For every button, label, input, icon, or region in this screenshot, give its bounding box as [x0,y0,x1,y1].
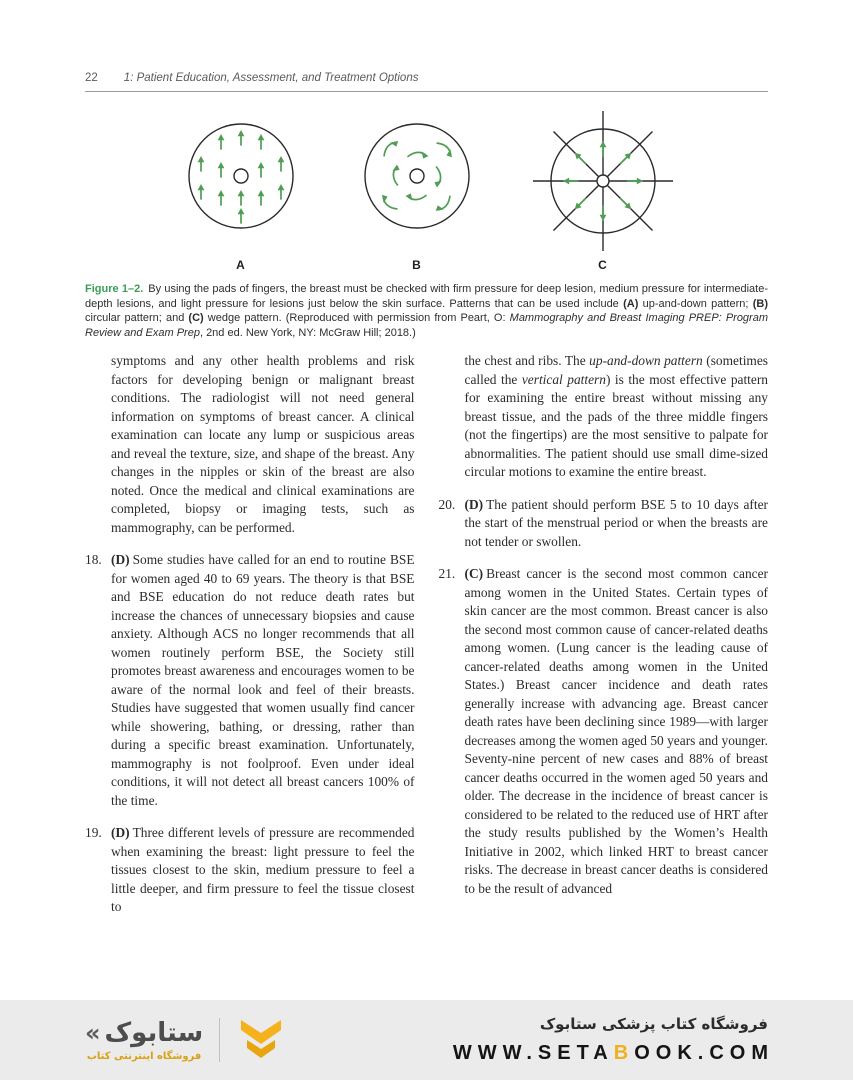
diagram-wedge [528,106,678,272]
footer-url-highlight: B [613,1042,635,1064]
item-number: 18. [85,552,102,567]
item-text [465,496,769,552]
answer-item-19 [85,824,415,917]
item-text [111,551,415,810]
answer-letter: (D) [111,825,130,840]
answer-item-21 [439,565,769,898]
footer-url-pre: WWW.SETA [452,1042,614,1064]
diagram-up-and-down [176,106,306,272]
publisher-footer [0,1000,853,1080]
footer-url-post: OOK.COM [634,1042,774,1064]
answer-letter: (C) [464,566,484,581]
answer-item-20 [439,496,769,552]
item-number: 19. [85,825,102,840]
logo-chevron-icon: « [85,1019,101,1047]
chapter-title: 1: Patient Education, Assessment, and Treatment Options [123,72,419,84]
answer-item-18 [85,551,415,810]
diagram-label-b: B [412,258,421,272]
bse-pattern-diagrams [85,106,768,272]
logo-wordmark-text: ستابوک [104,1018,204,1048]
footer-divider [219,1018,220,1062]
item-body-text: Some studies have called for an end to routine BSE for women aged 40 to 69 years. The theory is that BSE and BSE education do not reduce death rates but increase the chances of unnecessary biopsies and cause anxiety. Although ACS no longer recommends that all women routinely perform BSE, the Society still promotes breast awareness and encourages women to be aware of the normal look and feel of their breasts. Studies have suggested that women usually find cancer while showering, bathing, or dressing, rather than during a specific breast examination. Unfortunately, mammography is not foolproof. Even under ideal conditions, it will not detect all breast cancers 100% of the time. [111,552,415,808]
paragraph-item17-continuation: symptoms and any other health problems and risk factors for developing benign or malignant breast conditions. The radiologist will not need general information on symptoms of breast cancer. A clinical examination can locate any lump or suspicious areas and reveal the texture, size, and shape of the breast. Any changes in the nipples or skin of the breast are also noted. Once the medical and clinical examinations are completed, biopsy or imaging tests, such as mammography, can be performed. [111,353,415,535]
item-text [111,824,415,917]
item-body-text: Three different levels of pressure are recommended when examining the breast: light pressure to feel the tissues closest to the skin, medium pressure to feel a little deeper, and firm pressure to feel the tissue closest to [111,825,415,914]
item-number: 20. [438,496,456,512]
right-column [439,352,769,931]
diagram-circular [352,106,482,272]
item-text [465,565,769,898]
paragraph-item19-continuation: the chest and ribs. The up-and-down pattern (sometimes called the vertical pattern) is the most effective pattern for examining the entire breast without missing any breast tissue, and the pads of the three middle fingers (not the fingertips) are the most sensitive to palpate for abnormalities. The patient should use small dime-sized circular motions to examine the entire breast. [464,353,769,479]
page-number: 22 [85,72,98,84]
answer-letter: (D) [464,496,484,512]
footer-url [453,1042,774,1065]
footer-store-name: فروشگاه کتاب پزشکی ستابوک [539,1015,768,1033]
figure-caption-label: Figure 1–2. [85,283,144,295]
setabook-emblem-icon [236,1017,286,1063]
diagram-label-a: A [236,258,245,272]
footer-right [452,1015,774,1065]
page-header [85,72,768,92]
figure-1-2 [85,106,768,340]
item-body-text: Breast cancer is the second most common cancer among women in the United States. Certain types of skin cancer are the most common. Breast cancer is also the second most common cause of cancer-related deaths among women. (Lung cancer is the leading cause of cancer-related deaths among women in the United States.) Breast cancer incidence and death rates generally increase with advancing age. Breast cancer death rates have been declining since 1989—with larger decreases among the women aged 50 years and younger. Seventy-nine percent of new cases and 88% of breast cancer deaths occurred in the women aged 50 years and older. The decrease in the incidence of breast cancer is considered to be related to the reduced use of HRT after the study results published by the Women’s Health Initiative in 2002, which linked HRT to breast cancer risks. The decrease in breast cancer deaths is considered to be the result of advanced [464,566,768,896]
up-and-down-pattern-icon [176,106,306,256]
answer-letter: (D) [111,552,130,567]
diagram-label-c: C [598,258,607,272]
left-column [85,352,415,931]
figure-caption [85,282,768,340]
logo-wordmark [85,1018,203,1048]
setabook-logo [85,1017,286,1063]
item-body-text: The patient should perform BSE 5 to 10 days after the start of the menstrual period or when the breasts are not tender or swollen. [464,496,768,549]
item-number: 21. [438,566,456,581]
figure-caption-text: By using the pads of fingers, the breast must be checked with firm pressure for deep lesion, medium pressure for intermediate-depth lesions, and light pressure for lesions just below the skin surface. Patterns that can be used include (A) up-and-down pattern; (B) circular pattern; and (C) wedge pattern. (Reproduced with permission from Peart, O: Mammography and Breast Imaging PREP: Program Review and Exam Prep, 2nd ed. New York, NY: McGraw Hill; 2018.) [85,283,769,339]
logo-wordmark-block [85,1018,203,1062]
circular-pattern-icon [352,106,482,256]
two-column-body [85,352,768,931]
wedge-pattern-icon [528,106,678,256]
logo-subtext: فروشگاه اینترنتی کتاب [86,1051,202,1062]
